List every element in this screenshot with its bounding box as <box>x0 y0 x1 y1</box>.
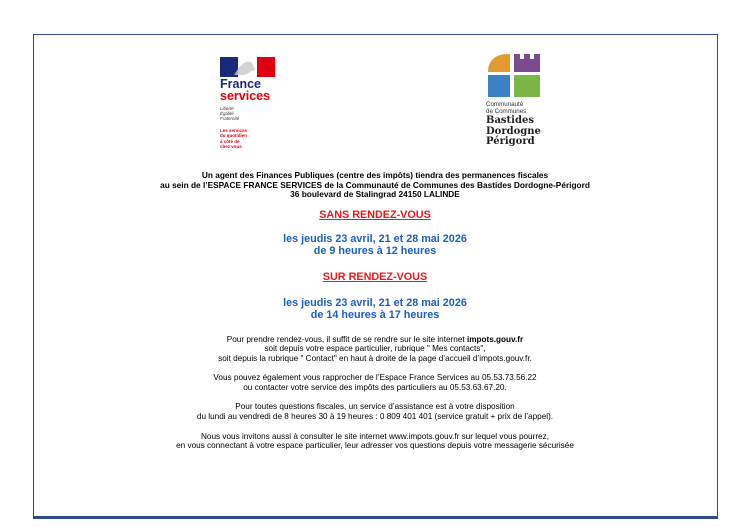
assistance-info <box>40 402 710 421</box>
appointment-line <box>40 335 710 345</box>
assistance-line: Pour toutes questions fiscales, un service d’assistance est à votre disposition <box>235 402 515 412</box>
intro-address: 36 boulevard de Stalingrad 24150 LALINDE <box>290 189 460 199</box>
motto-fraternite: Fraternité <box>220 116 240 121</box>
intro-line: Un agent des Finances Publiques (centre des impôts) tiendra des permanences fiscales <box>201 170 549 180</box>
sur-rdv-schedule <box>40 297 710 322</box>
bastides-word: Bastides <box>486 115 534 126</box>
france-services-title <box>220 78 270 102</box>
tagline-line: chez vous <box>220 144 242 150</box>
communaute-word: Communauté <box>486 101 524 108</box>
contact-info <box>40 373 710 392</box>
motto-egalite: Égalité <box>220 111 234 116</box>
assistance-line: du lundi au vendredi de 8 heures 30 à 19 heures : 0 809 401 401 (service gratuit + prix de l’appel). <box>196 412 554 422</box>
france-word: France <box>220 77 261 91</box>
republic-motto <box>220 106 239 121</box>
appointment-info <box>40 335 710 364</box>
appointment-line: soit depuis votre espace particulier, rubrique " Mes contacts", <box>264 344 486 354</box>
communaute-logo <box>480 50 555 160</box>
sans-rdv-dates: les jeudis 23 avril, 21 et 28 mai 2026 <box>283 232 467 245</box>
website-line: Nous vous invitons aussi à consulter le site internet www.impots.gouv.fr sur lequel vous pourrez, <box>201 431 549 441</box>
tagline-line: du quotidien <box>220 133 247 139</box>
intro-line: au sein de l’ESPACE FRANCE SERVICES de la Communauté de Communes des Bastides Dordogne-Périgord <box>160 179 590 190</box>
france-services-logo <box>220 57 290 167</box>
notice-body <box>40 171 710 451</box>
intro-text <box>40 171 710 200</box>
website-info <box>40 432 710 451</box>
communaute-name <box>486 116 541 148</box>
sur-rdv-dates: les jeudis 23 avril, 21 et 28 mai 2026 <box>283 296 467 309</box>
sans-rdv-hours: de 9 heures à 12 heures <box>313 245 437 257</box>
appointment-lead: Pour prendre rendez-vous, il suffit de se rendre sur le site internet <box>226 334 467 344</box>
de-communes-word: de Communes <box>486 107 527 115</box>
services-word: services <box>220 89 271 103</box>
castle-towers-icon <box>486 50 546 100</box>
communaute-small-text <box>486 102 526 115</box>
dordogne-word: Dordogne <box>486 125 541 137</box>
website-line: en vous connectant à votre espace particulier, leur adresser vos questions depuis votre messagerie sécurisée <box>176 441 574 451</box>
marianne-flag-icon <box>220 57 275 77</box>
sur-rdv-heading: SUR RENDEZ-VOUS <box>322 270 428 283</box>
sans-rdv-schedule <box>40 233 710 258</box>
tagline-line: Les services <box>220 128 248 133</box>
france-services-tagline <box>220 128 247 150</box>
sans-rdv-heading: SANS RENDEZ-VOUS <box>319 208 431 221</box>
appointment-line: soit depuis la rubrique " Contact" en haut à droite de la page d’accueil d’impots.gouv.fr. <box>218 353 532 363</box>
tagline-line: à côté de <box>220 138 240 144</box>
contact-line: Vous pouvez également vous rapprocher de l’Espace France Services au 05.53.73.56.22 <box>213 373 537 383</box>
contact-line: ou contacter votre service des impôts des particuliers au 05.53.63.67.20. <box>243 382 507 392</box>
bottom-rule <box>33 516 718 519</box>
perigord-word: Périgord <box>486 136 535 147</box>
sur-rdv-hours: de 14 heures à 17 heures <box>310 309 440 321</box>
motto-liberte: Liberté <box>220 106 234 111</box>
impots-site-link[interactable]: impots.gouv.fr <box>466 334 524 344</box>
